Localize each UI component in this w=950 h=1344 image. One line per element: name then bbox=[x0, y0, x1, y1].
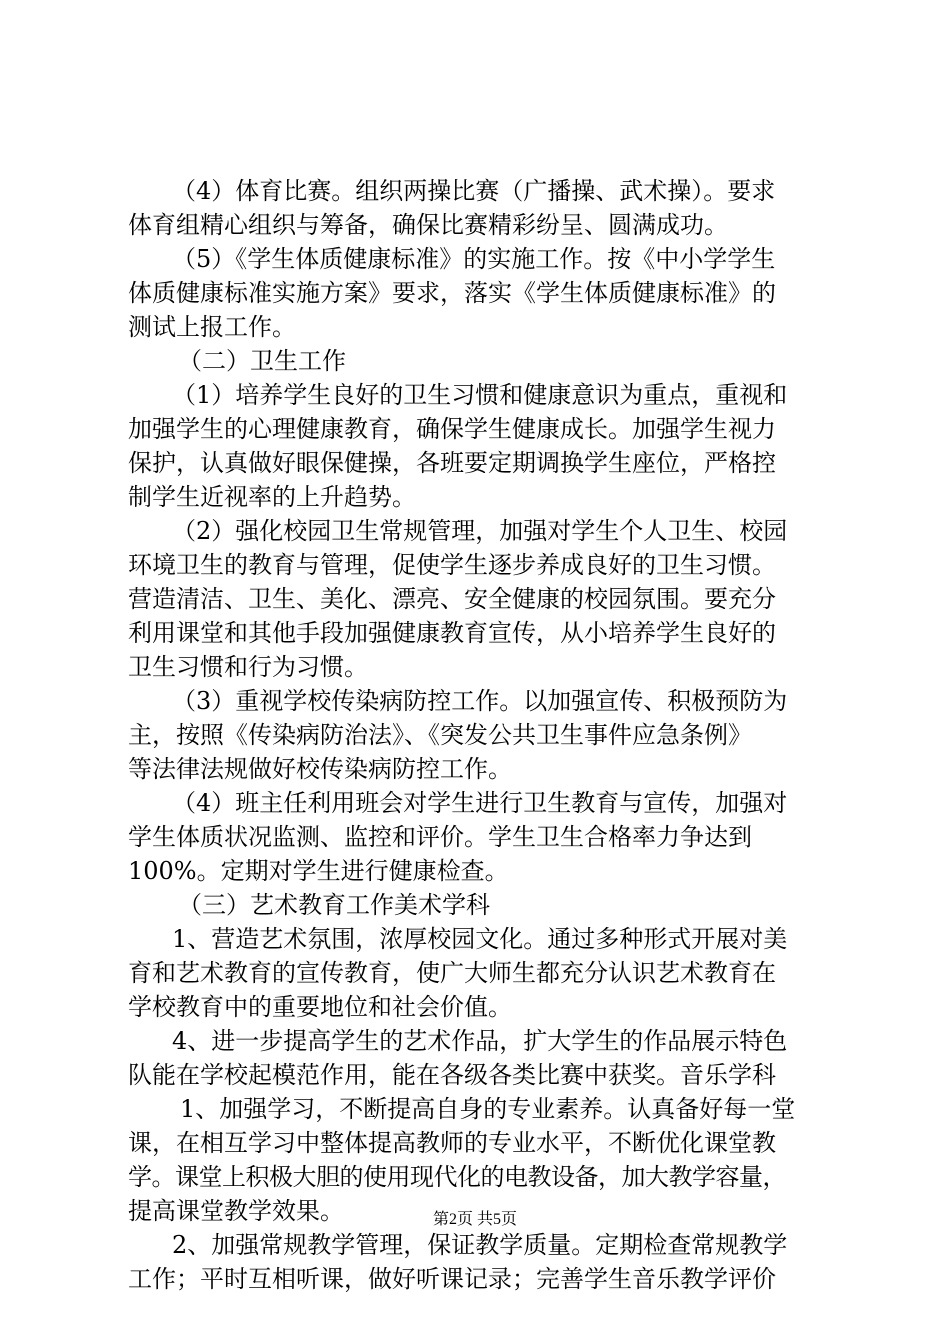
text-line: 卫生习惯和行为习惯。 bbox=[128, 653, 368, 681]
text-line: 课，在相互学习中整体提高教师的专业水平，不断优化课堂教 bbox=[128, 1129, 776, 1157]
text-line: （4）班主任利用班会对学生进行卫生教育与宣传，加强对 bbox=[172, 789, 788, 817]
text-line: 4、进一步提高学生的艺术作品，扩大学生的作品展示特色 bbox=[172, 1027, 788, 1055]
text-line: 学校教育中的重要地位和社会价值。 bbox=[128, 993, 512, 1021]
text-line: 加强学生的心理健康教育，确保学生健康成长。加强学生视力 bbox=[128, 415, 776, 443]
text-line: 利用课堂和其他手段加强健康教育宣传，从小培养学生良好的 bbox=[128, 619, 776, 647]
text-line: 队能在学校起模范作用，能在各级各类比赛中获奖。音乐学科 bbox=[128, 1061, 776, 1089]
text-line: 体育组精心组织与筹备，确保比赛精彩纷呈、圆满成功。 bbox=[128, 211, 728, 239]
text-line: 制学生近视率的上升趋势。 bbox=[128, 483, 416, 511]
text-line: 工作；平时互相听课，做好听课记录；完善学生音乐教学评价 bbox=[128, 1265, 776, 1293]
text-line: 环境卫生的教育与管理，促使学生逐步养成良好的卫生习惯。 bbox=[128, 551, 776, 579]
page-footer: 第2页 共5页 bbox=[432, 1211, 517, 1228]
text-line: （4）体育比赛。组织两操比赛（广播操、武术操）。要求 bbox=[172, 177, 776, 205]
text-line: 测试上报工作。 bbox=[128, 313, 296, 341]
text-line: 体质健康标准实施方案》要求，落实《学生体质健康标准》的 bbox=[128, 279, 776, 307]
text-line: 2、加强常规教学管理，保证教学质量。定期检查常规教学 bbox=[172, 1231, 788, 1259]
text-line: 学。课堂上积极大胆的使用现代化的电教设备，加大教学容量， bbox=[128, 1163, 786, 1191]
text-line: 1、营造艺术氛围，浓厚校园文化。通过多种形式开展对美 bbox=[172, 925, 788, 953]
text-line: （2）强化校园卫生常规管理，加强对学生个人卫生、校园 bbox=[172, 517, 788, 545]
text-line: 提高课堂教学效果。 bbox=[128, 1197, 344, 1225]
text-line: 保护，认真做好眼保健操，各班要定期调换学生座位，严格控 bbox=[128, 449, 776, 477]
text-line: （1）培养学生良好的卫生习惯和健康意识为重点，重视和 bbox=[172, 381, 788, 409]
text-line: （3）重视学校传染病防控工作。以加强宣传、积极预防为 bbox=[172, 687, 788, 715]
text-line: （三）艺术教育工作美术学科 bbox=[178, 891, 490, 919]
text-line: 学生体质状况监测、监控和评价。学生卫生合格率力争达到 bbox=[128, 823, 752, 851]
text-line: 主，按照《传染病防治法》、《突发公共卫生事件应急条例》 bbox=[128, 721, 752, 749]
text-line: （二）卫生工作 bbox=[178, 347, 346, 375]
text-line: 营造清洁、卫生、美化、漂亮、安全健康的校园氛围。要充分 bbox=[128, 585, 776, 613]
text-line: （5）《学生体质健康标准》的实施工作。按《中小学学生 bbox=[172, 245, 776, 273]
text-line: 100%。定期对学生进行健康检查。 bbox=[128, 857, 509, 885]
text-line: 1、加强学习，不断提高自身的专业素养。认真备好每一堂 bbox=[180, 1095, 796, 1123]
text-line: 等法律法规做好校传染病防控工作。 bbox=[128, 755, 512, 783]
text-line: 育和艺术教育的宣传教育，使广大师生都充分认识艺术教育在 bbox=[128, 959, 776, 987]
